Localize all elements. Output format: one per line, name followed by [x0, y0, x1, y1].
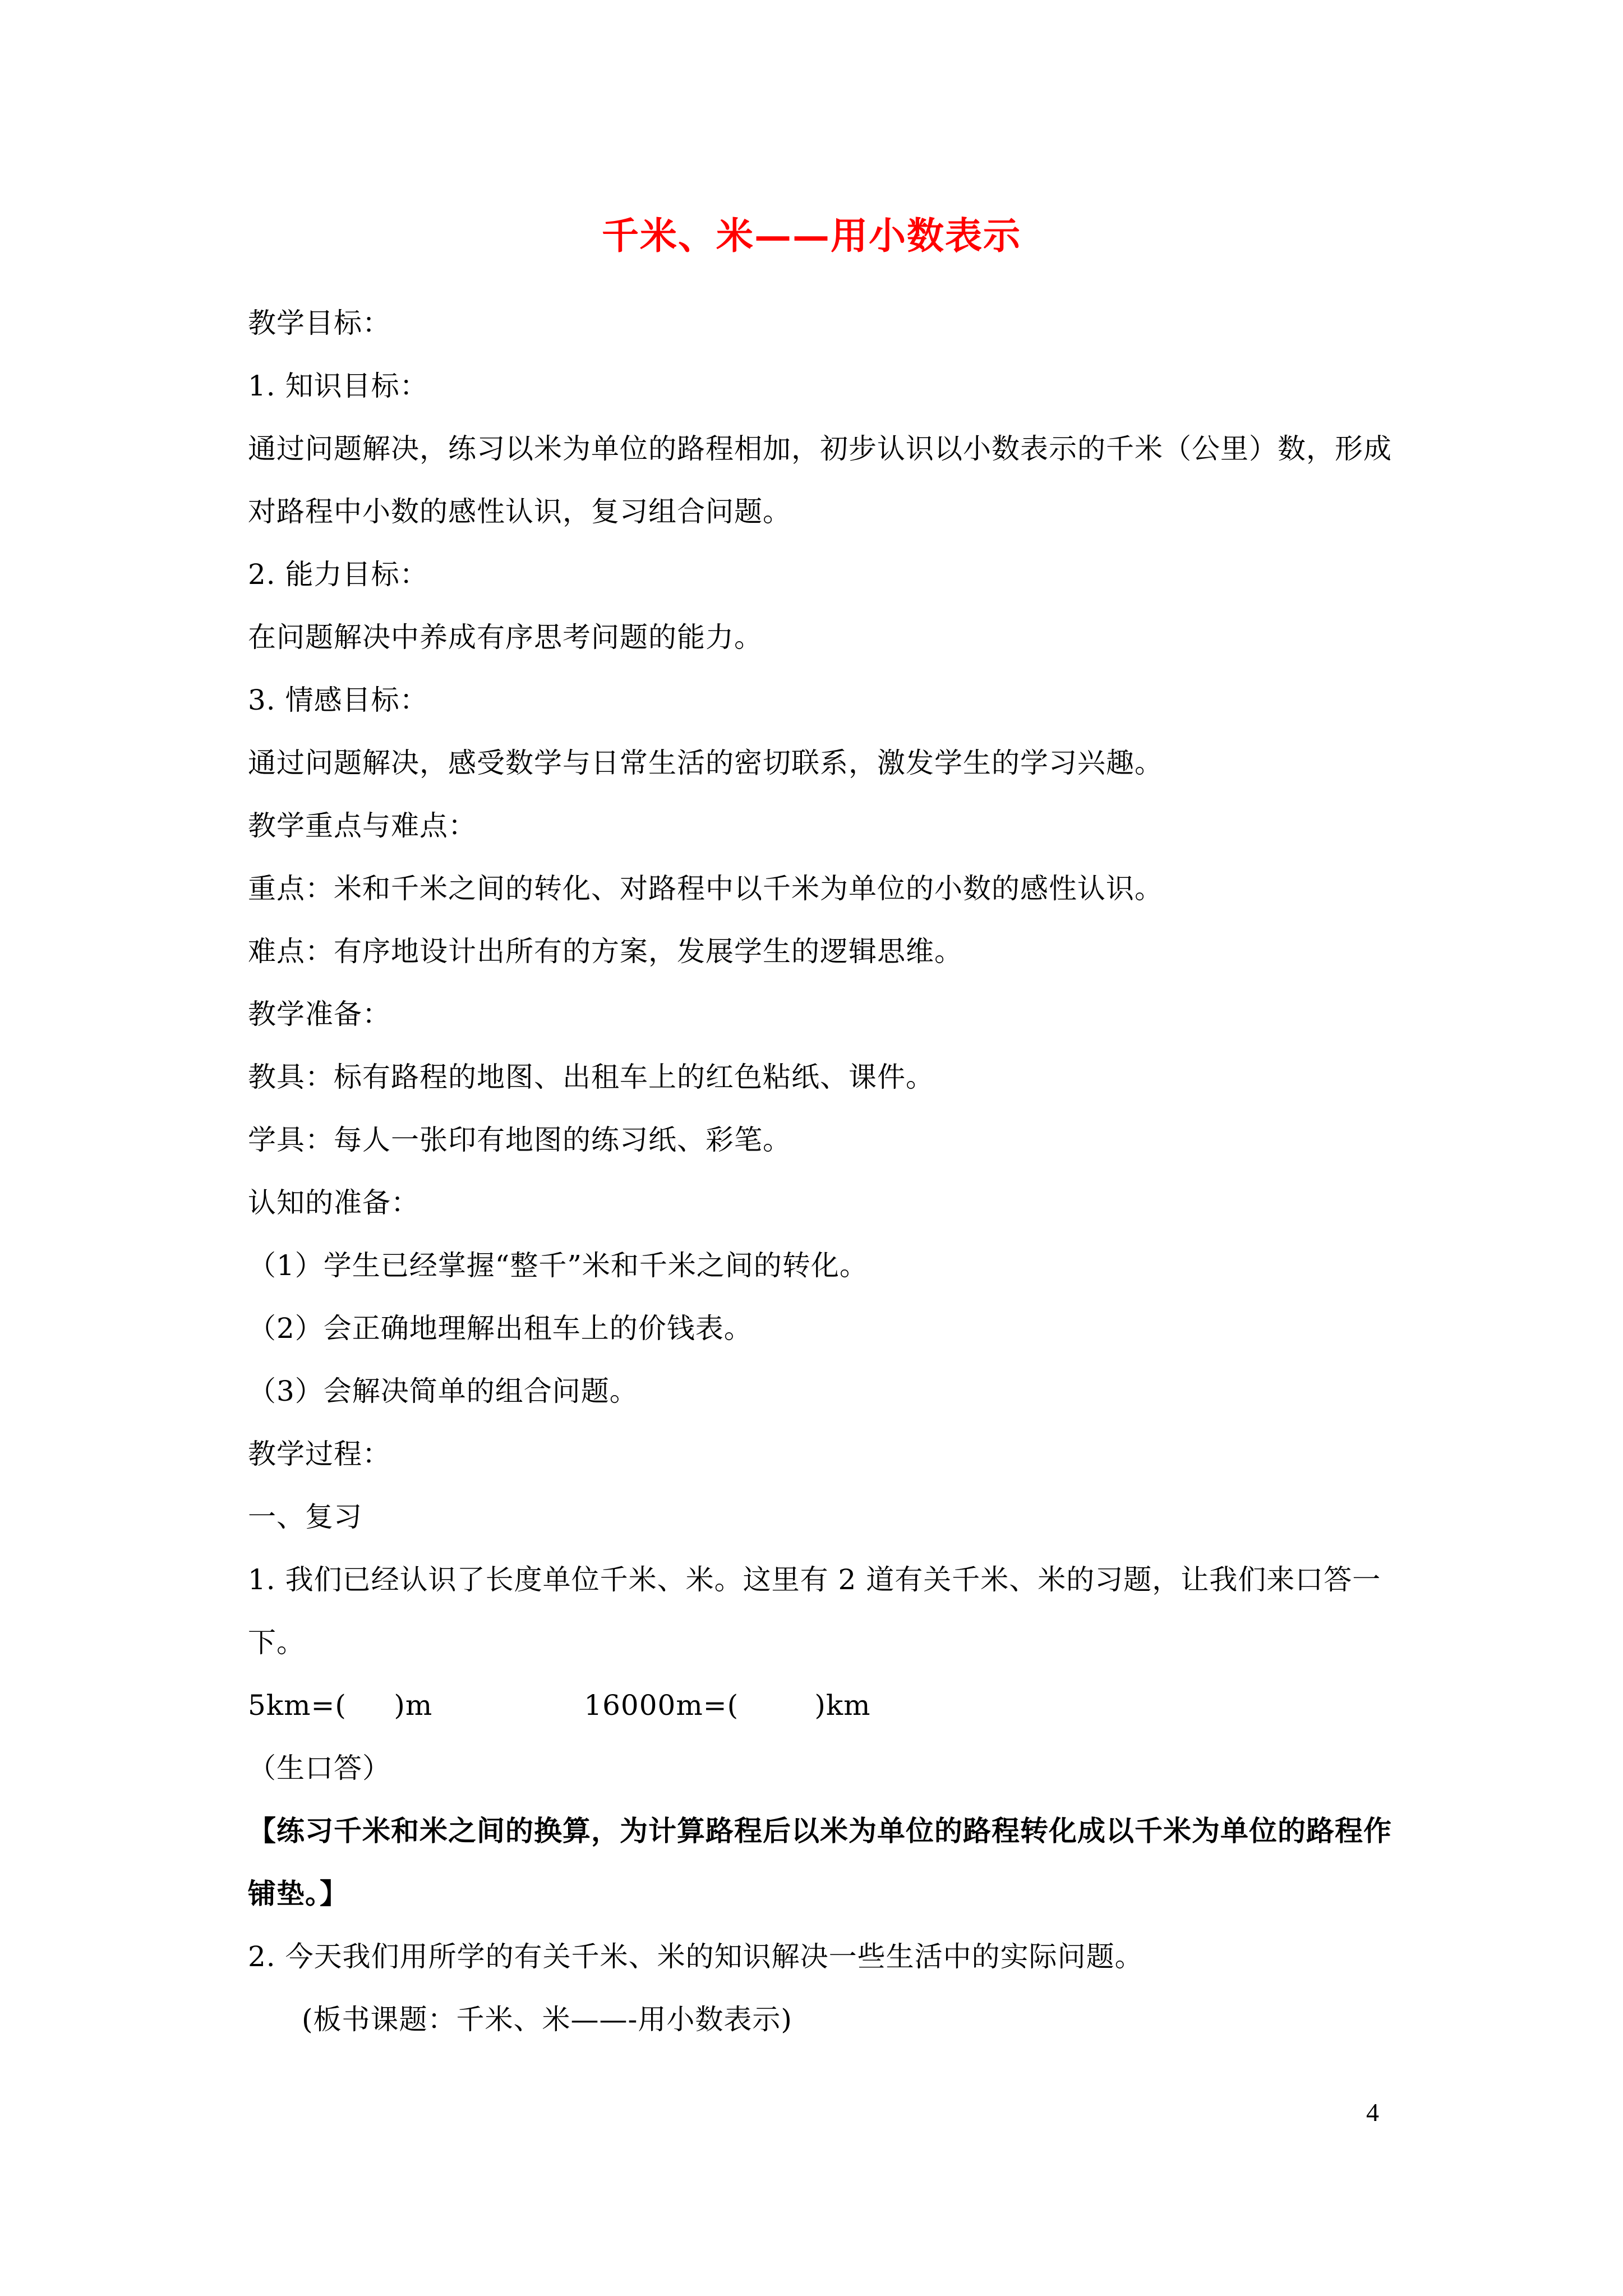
goal-ability-text: 在问题解决中养成有序思考问题的能力。	[248, 621, 763, 654]
goal-emotion-heading: 3. 情感目标：	[248, 684, 428, 716]
cognitive-prep-item-2: （2）会正确地理解出租车上的价钱表。	[248, 1312, 753, 1345]
review-step-1-text: 1. 我们已经认识了长度单位千米、米。这里有 2 道有关千米、米的习题，让我们来口答一	[248, 1563, 1381, 1596]
student-oral-answer-note: （生口答）	[248, 1752, 391, 1784]
process-part-review: 一、复习	[248, 1501, 362, 1533]
goal-ability-heading: 2. 能力目标：	[248, 558, 428, 591]
teacher-materials-text: 教具：标有路程的地图、出租车上的红色粘纸、课件。	[248, 1061, 934, 1093]
goal-knowledge-text-cont: 对路程中小数的感性认识，复习组合问题。	[248, 495, 791, 528]
section-heading-key-points: 教学重点与难点：	[248, 809, 477, 842]
student-materials-text: 学具：每人一张印有地图的练习纸、彩笔。	[248, 1124, 791, 1156]
cognitive-prep-item-1: （1）学生已经掌握“整千”米和千米之间的转化。	[248, 1249, 868, 1282]
section-heading-process: 教学过程：	[248, 1438, 391, 1470]
conversion-exercises	[248, 1674, 1386, 1737]
goal-emotion-text: 通过问题解决，感受数学与日常生活的密切联系，激发学生的学习兴趣。	[248, 747, 1163, 779]
section-heading-preparation: 教学准备：	[248, 998, 391, 1030]
review-step-1-text-cont: 下。	[248, 1626, 305, 1659]
page-number: 4	[1366, 2098, 1379, 2127]
review-step-2-text: 2. 今天我们用所学的有关千米、米的知识解决一些生活中的实际问题。	[248, 1940, 1144, 1973]
cognitive-prep-item-3: （3）会解决简单的组合问题。	[248, 1375, 638, 1407]
key-point-text: 重点：米和千米之间的转化、对路程中以千米为单位的小数的感性认识。	[248, 872, 1163, 905]
page-title: 千米、米——用小数表示	[602, 214, 1021, 257]
blackboard-title-note: (板书课题：千米、米——-用小数表示)	[302, 2003, 792, 2036]
exercise-m-to-km: 16000m=( )km	[584, 1689, 871, 1722]
section-heading-teaching-goals: 教学目标：	[248, 307, 391, 339]
design-note-text: 【练习千米和米之间的换算，为计算路程后以米为单位的路程转化成以千米为单位的路程作	[248, 1814, 1392, 1847]
goal-knowledge-heading: 1. 知识目标：	[248, 370, 428, 402]
difficulty-text: 难点：有序地设计出所有的方案，发展学生的逻辑思维。	[248, 935, 963, 968]
document-body	[248, 292, 1392, 2051]
exercise-km-to-m: 5km=( )m	[248, 1689, 433, 1722]
goal-knowledge-text: 通过问题解决，练习以米为单位的路程相加，初步认识以小数表示的千米（公里）数，形成	[248, 432, 1392, 465]
design-note-text-cont: 铺垫。】	[248, 1877, 348, 1910]
section-heading-cognitive-prep: 认知的准备：	[248, 1186, 419, 1219]
